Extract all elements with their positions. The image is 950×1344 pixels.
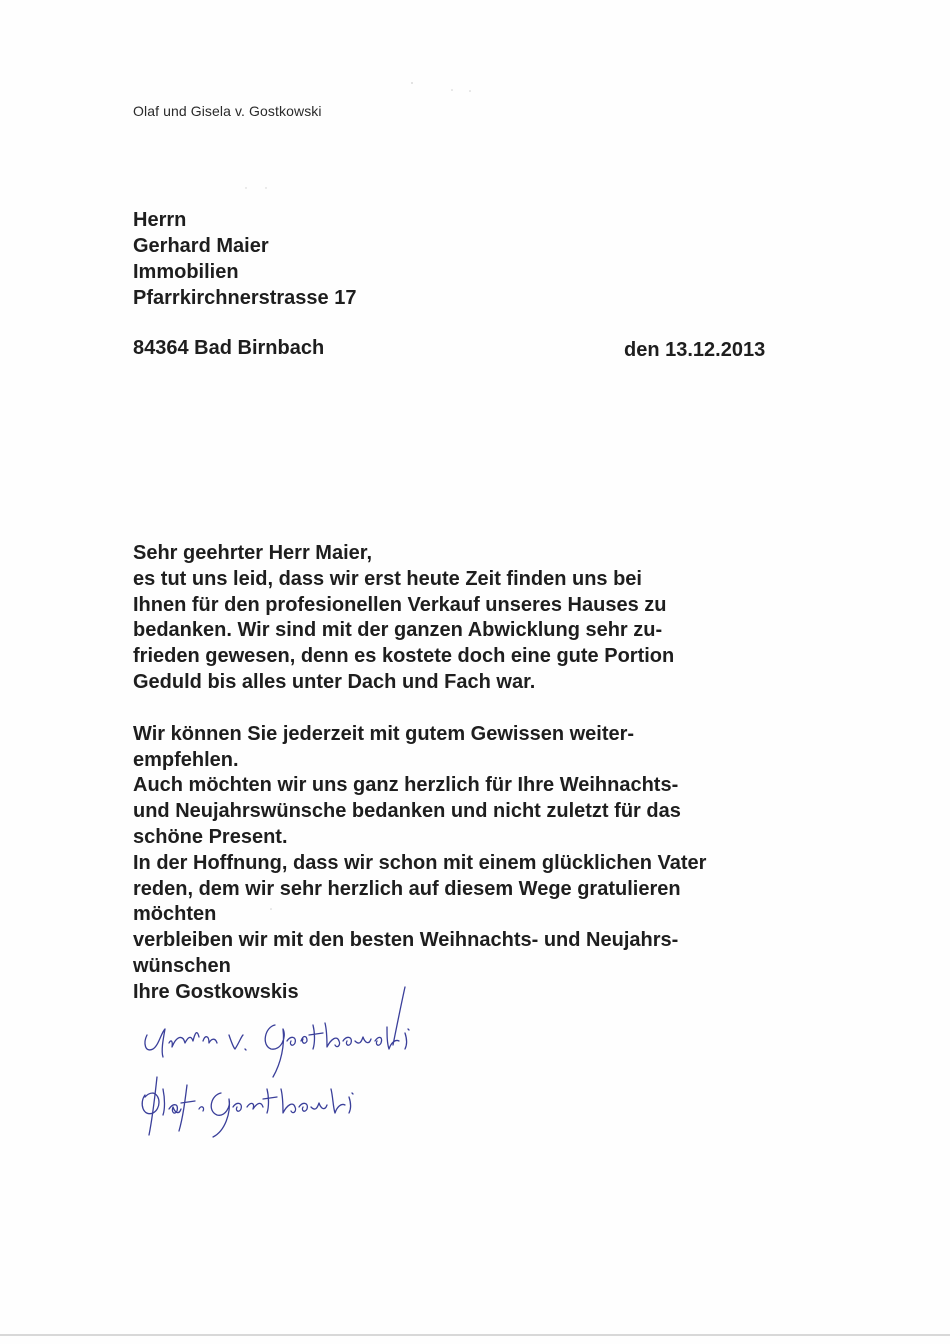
signature-olaf-stroke [142,1093,159,1114]
signature-gisela-stroke [393,987,405,1045]
paragraph-2 [133,722,773,1006]
signature-olaf-stroke [263,1089,277,1113]
signature-gisela-stroke [229,1035,243,1049]
signature-gisela-stroke [387,1027,399,1049]
signature-gisela-stroke [287,1037,295,1045]
signature-olaf-stroke [311,1103,327,1109]
body-line: und Neujahrswünsche bedanken und nicht zuletzt für das [133,800,681,823]
body-line: reden, dem wir sehr herzlich auf diesem Wege gratulieren [133,877,681,900]
signature-olaf-stroke [233,1103,241,1111]
paragraph-gap [133,696,773,722]
recipient-street: Pfarrkirchnerstrasse 17 [133,287,357,309]
closing-name: Ihre Gostkowskis [133,980,299,1003]
body-line: frieden gewesen, denn es kostete doch eine gute Portion [133,645,675,668]
body-line: bedanken. Wir sind mit der ganzen Abwicklung sehr zu- [133,619,663,642]
signature-olaf-stroke [149,1077,157,1135]
signature-olaf-stroke [211,1093,229,1137]
body-line: verbleiben wir mit den besten Weihnachts- und Neujahrs- [133,929,679,952]
recipient-company: Immobilien [133,261,239,283]
body-line: es tut uns leid, dass wir erst heute Zeit finden uns bei [133,567,642,590]
body-line: Sehr geehrter Herr Maier, [133,542,372,564]
body-line: möchten [133,903,217,926]
signature-olaf-stroke [163,1089,165,1115]
signature-gisela-stroke [375,1037,382,1045]
recipient-city: 84364 Bad Birnbach [133,337,325,359]
signature-olaf-stroke [247,1103,263,1109]
signature-gisela-stroke [245,1049,246,1050]
signature-olaf-stroke [281,1089,296,1113]
signature-olaf-stroke [349,1093,353,1113]
recipient-name: Gerhard Maier [133,235,269,257]
paragraph-1 [133,541,773,696]
signature-gisela-stroke [405,1029,409,1049]
sender-line: Olaf und Gisela v. Gostkowski [133,103,322,119]
signature-gisela-stroke [265,1025,284,1077]
body-line: schöne Present. [133,825,288,848]
signature-olaf-stroke [199,1107,204,1111]
body-line: Wir können Sie jederzeit mit gutem Gewissen weiter- [133,722,635,745]
signature-olaf-stroke [179,1085,195,1131]
signature-gisela-stroke [325,1023,340,1047]
letter-date: den 13.12.2013 [624,339,766,361]
signature-olaf-stroke [169,1105,181,1113]
body-line: Auch möchten wir uns ganz herzlich für Ihre Weihnachts- [133,774,679,797]
signature-gisela-stroke [301,1037,307,1044]
letter-body [133,541,773,1006]
signature-gisela-stroke [169,1033,199,1047]
body-line: Ihnen für den profesionellen Verkauf unseres Hauses zu [133,593,667,616]
signature-gisela-stroke [203,1037,217,1043]
signature-olaf-stroke [299,1103,307,1111]
signature-gisela-stroke [355,1037,371,1043]
body-line: Geduld bis alles unter Dach und Fach war. [133,670,536,693]
body-line: In der Hoffnung, dass wir schon mit einem glücklichen Vater [133,851,707,874]
signature-gisela-stroke [343,1037,351,1045]
handwritten-signature [125,985,435,1140]
signature-gisela-stroke [145,1029,165,1057]
recipient-salutation: Herrn [133,209,187,231]
signature-gisela-stroke [309,1025,323,1049]
signature-olaf-stroke [331,1089,345,1113]
recipient-address [133,207,356,311]
scan-bottom-edge [0,1334,950,1336]
body-line: empfehlen. [133,748,239,771]
body-line: wünschen [133,954,231,977]
